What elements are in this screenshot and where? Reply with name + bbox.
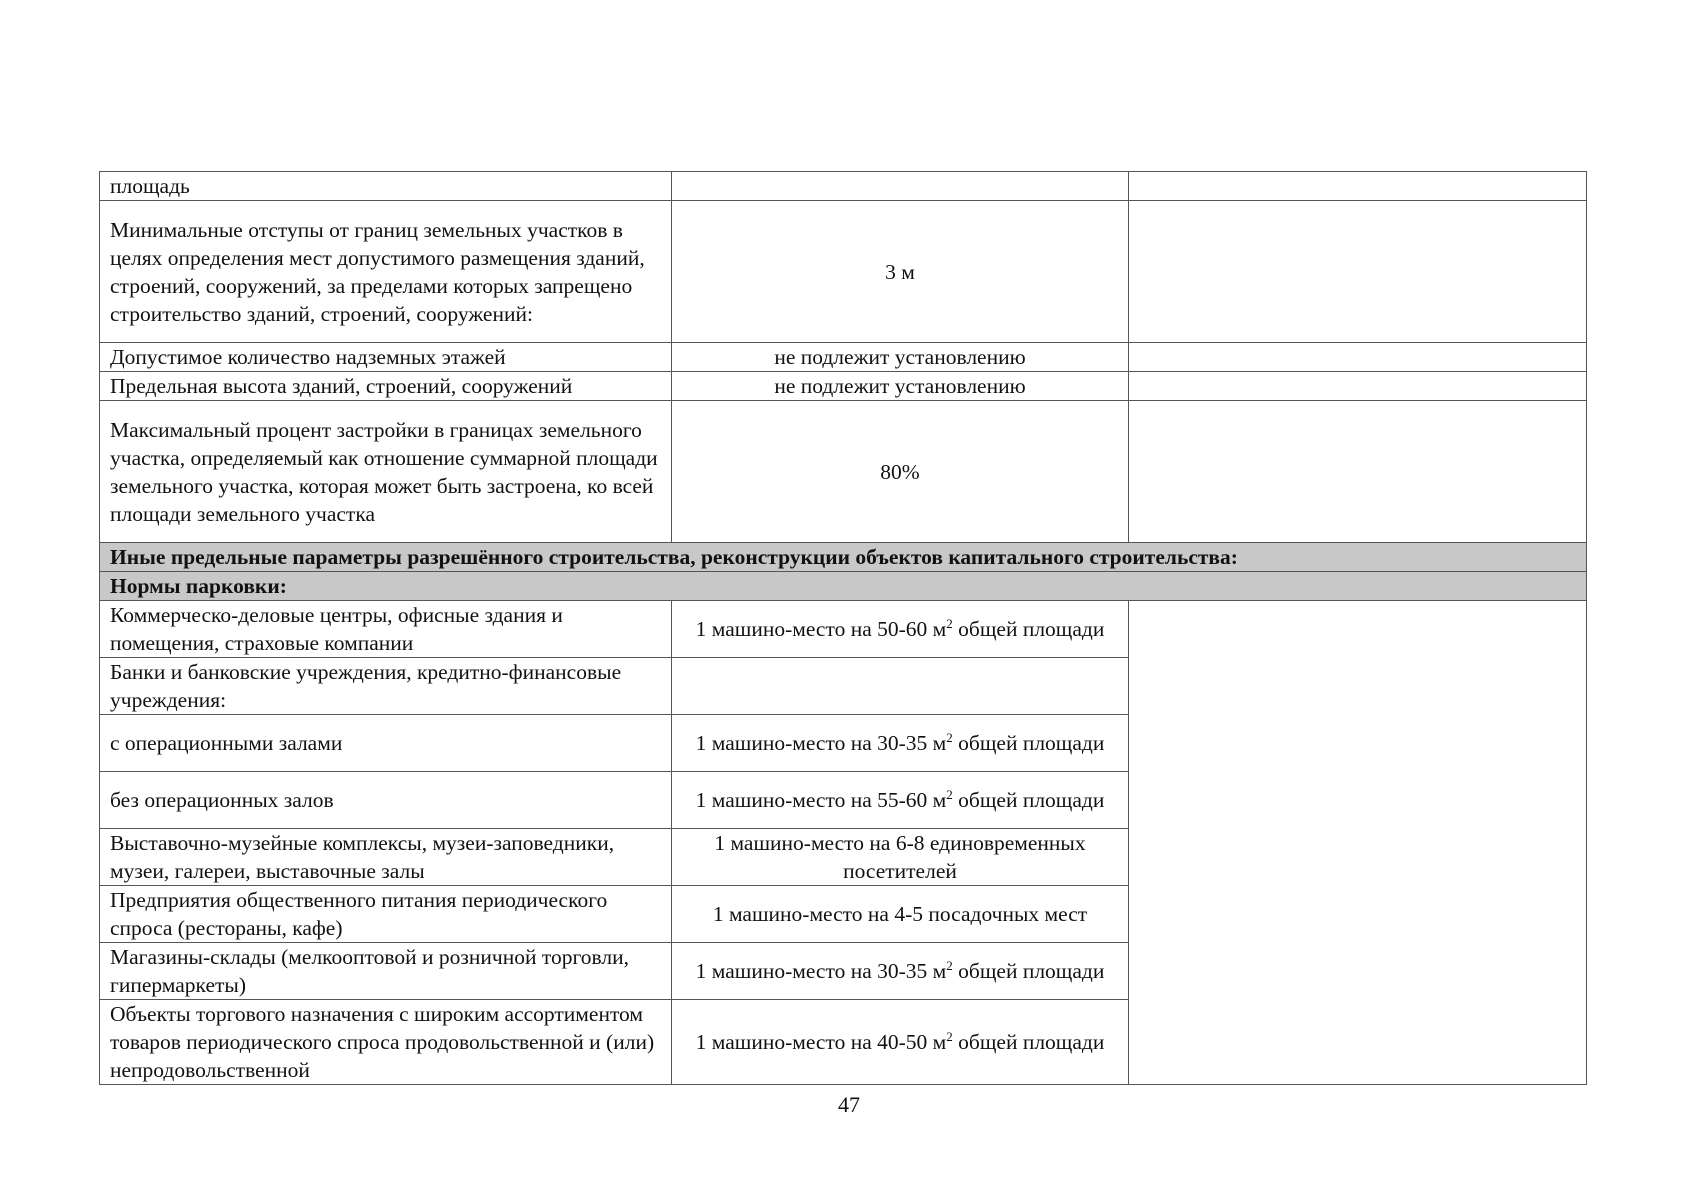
- value-cell: [672, 658, 1129, 715]
- note-cell: [1129, 372, 1587, 401]
- note-cell: [1129, 601, 1587, 1085]
- param-cell: площадь: [100, 172, 672, 201]
- param-cell: Банки и банковские учреждения, кредитно-финансовые учреждения:: [100, 658, 672, 715]
- param-cell: Допустимое количество надземных этажей: [100, 343, 672, 372]
- table-row: [100, 201, 1587, 343]
- value-cell: не подлежит установлению: [672, 343, 1129, 372]
- table-row: [100, 172, 1587, 201]
- section-heading: Иные предельные параметры разрешённого строительства, реконструкции объектов капитального строительства:: [100, 543, 1587, 572]
- page-number: 47: [838, 1092, 860, 1117]
- table-row: [100, 401, 1587, 543]
- table-row: [100, 601, 1587, 658]
- param-cell: Предельная высота зданий, строений, сооружений: [100, 372, 672, 401]
- value-cell: 1 машино-место на 40-50 $м^2$ общей площади: [672, 1000, 1129, 1085]
- value-cell: 1 машино-место на 6-8 единовременных посетителей: [672, 829, 1129, 886]
- param-cell: Объекты торгового назначения с широким ассортиментом товаров периодического спроса продовольственной и (или) непродовольственной: [100, 1000, 672, 1085]
- param-cell: Минимальные отступы от границ земельных участков в целях определения мест допустимого размещения зданий, строений, сооружений, за пределами которых запрещено строительство зданий, строений, сооружений:: [100, 201, 672, 343]
- section-heading: Нормы парковки:: [100, 572, 1587, 601]
- value-cell: 3 м: [672, 201, 1129, 343]
- param-cell: Выставочно-музейные комплексы, музеи-заповедники, музеи, галереи, выставочные залы: [100, 829, 672, 886]
- note-cell: [1129, 201, 1587, 343]
- value-cell: 1 машино-место на 55-60 $м^2$ общей площади: [672, 772, 1129, 829]
- param-cell: без операционных залов: [100, 772, 672, 829]
- param-cell: с операционными залами: [100, 715, 672, 772]
- note-cell: [1129, 343, 1587, 372]
- value-cell: 1 машино-место на 50-60 $м^2$ общей площади: [672, 601, 1129, 658]
- value-cell: 1 машино-место на 30-35 $м^2$ общей площади: [672, 943, 1129, 1000]
- value-cell: [672, 172, 1129, 201]
- value-cell: 1 машино-место на 30-35 $м^2$ общей площади: [672, 715, 1129, 772]
- value-cell: не подлежит установлению: [672, 372, 1129, 401]
- section-row: [100, 543, 1587, 572]
- value-cell: 1 машино-место на 4-5 посадочных мест: [672, 886, 1129, 943]
- param-cell: Предприятия общественного питания периодического спроса (рестораны, кафе): [100, 886, 672, 943]
- param-cell: Магазины-склады (мелкооптовой и розничной торговли, гипермаркеты): [100, 943, 672, 1000]
- section-row: [100, 572, 1587, 601]
- param-cell: Коммерческо-деловые центры, офисные здания и помещения, страховые компании: [100, 601, 672, 658]
- value-cell: 80%: [672, 401, 1129, 543]
- param-cell: Максимальный процент застройки в границах земельного участка, определяемый как отношение суммарной площади земельного участка, которая может быть застроена, ко всей площади земельного участка: [100, 401, 672, 543]
- table-row: [100, 343, 1587, 372]
- table-row: [100, 372, 1587, 401]
- parameters-table: [99, 171, 1587, 1085]
- note-cell: [1129, 401, 1587, 543]
- note-cell: [1129, 172, 1587, 201]
